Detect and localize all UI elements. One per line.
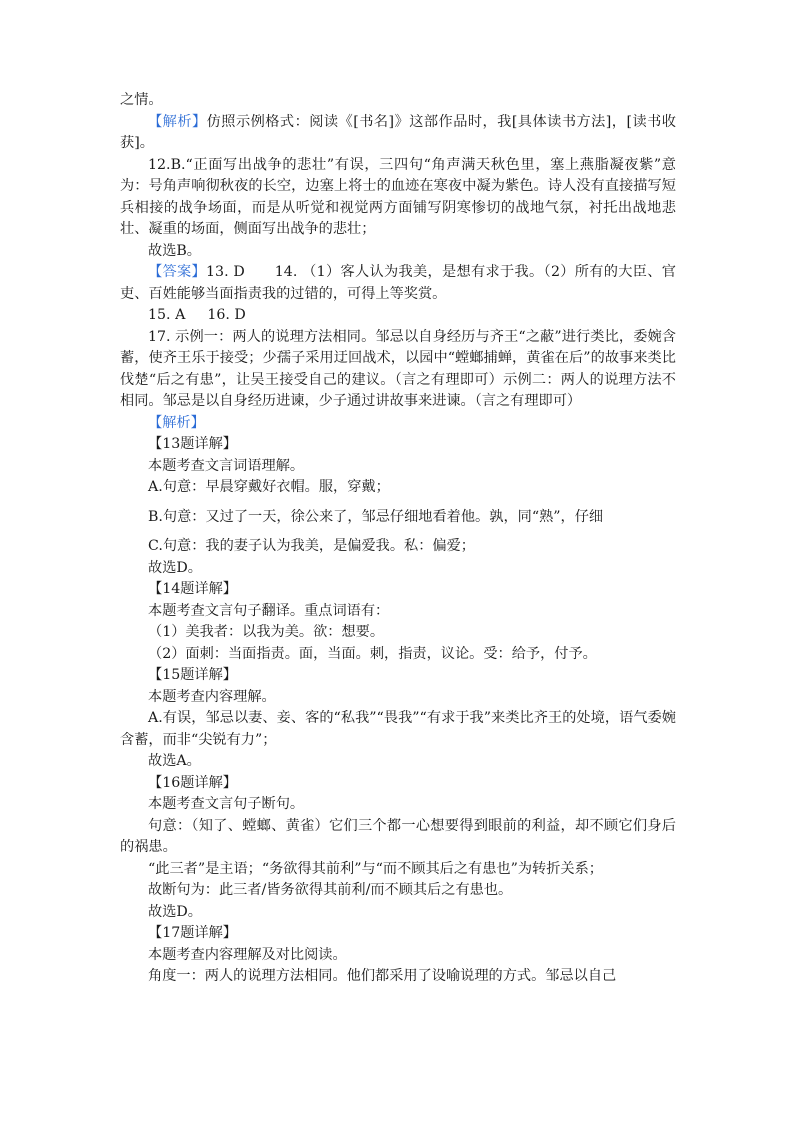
q13-choice: 故选D。 (148, 559, 202, 576)
paragraph-end: 之情。 (120, 92, 163, 108)
answers-15-16 (120, 305, 676, 327)
analysis-11 (120, 112, 676, 155)
q14-point-1: （1）美我者：以我为美。欲：想要。 (148, 624, 385, 640)
q17-heading: 【17题详解】 (148, 925, 237, 941)
q14-point-2: （2）面刺：当面指责。面，当面。刺，指责，议论。受：给予，付予。 (148, 645, 597, 662)
answer-analysis-text (120, 90, 676, 988)
q15-choice: 故选A。 (148, 753, 201, 769)
analysis-tag-2: 【解析】 (148, 414, 205, 431)
q14-heading: 【14题详解】 (148, 581, 237, 597)
answer-17: 17. 示例一：两人的说理方法相同。邹忌以自身经历与齐王“之蔽”进行类比，委婉含蓄，使齐王乐于接受；少孺子采用迂回战术，以园中“螳螂捕蝉，黄雀在后”的故事来类比伐楚“后之有患”，让吴王接受自己的建议。（言之有理即可）示例二：两人的说理方法不相同。邹忌是以自身经历进谏，少子通过讲故事来进谏。（言之有理即可） (120, 328, 676, 409)
analysis-11-text: 仿照示例格式：阅读《[书名]》这部作品时，我[具体读书方法]，[读书收获]。 (120, 113, 676, 151)
q16-choice: 故选D。 (148, 903, 202, 920)
answer-tag: 【答案】 (148, 264, 207, 280)
answer-12-choice: 故选B。 (148, 242, 201, 259)
q13-option-c: C.句意：我的妻子认为我美，是偏爱我。私：偏爱； (148, 538, 475, 554)
answer-13: 13. D (206, 264, 245, 280)
answers-13-14 (120, 262, 676, 305)
answer-15: 15. A (148, 307, 186, 323)
q13-option-b: B.句意：又过了一天，徐公来了，邹忌仔细地看着他。孰，同“熟”，仔细 (148, 508, 604, 525)
q16-structure: “此三者”是主语；“务欲得其前利”与“而不顾其后之有患也”为转折关系； (148, 860, 603, 877)
q16-intro: 本题考查文言句子断句。 (148, 796, 305, 812)
q14-intro: 本题考查文言句子翻译。重点词语有： (148, 602, 390, 619)
q17-angle-1: 角度一：两人的说理方法相同。他们都采用了设喻说理的方式。邹忌以自己 (148, 968, 617, 984)
q15-option-a: A.有误，邹忌以妻、妾、客的“私我”“畏我”“有求于我”来类比齐王的处境，语气委婉含蓄，而非“尖锐有力”； (120, 710, 676, 748)
q16-heading: 【16题详解】 (148, 774, 237, 791)
q15-intro: 本题考查内容理解。 (148, 688, 276, 705)
q13-option-a: A.句意：早晨穿戴好衣帽。服，穿戴； (148, 479, 390, 495)
answer-16: 16. D (207, 307, 246, 323)
q13-heading: 【13题详解】 (148, 436, 237, 452)
answer-12: 12.B.“正面写出战争的悲壮”有误，三四句“角声满天秋色里，塞上燕脂凝夜紫”意为：号角声响彻秋夜的长空，边塞上将士的血迹在寒夜中凝为紫色。诗人没有直接描写短兵相接的战争场面，而是从听觉和视觉两方面铺写阴寒惨切的战地气氛，衬托出战地悲壮、凝重的场面，侧面写出战争的悲壮； (120, 156, 676, 237)
q15-heading: 【15题详解】 (148, 667, 237, 683)
q13-intro: 本题考查文言词语理解。 (148, 457, 305, 474)
q17-intro: 本题考查内容理解及对比阅读。 (148, 946, 347, 963)
answer-14: 14. （1）客人认为我美，是想有求于我。（2）所有的大臣、官吏、百姓能够当面指责我的过错的，可得上等奖赏。 (120, 264, 676, 302)
q16-meaning: 句意：（知了、螳螂、黄雀）它们三个都一心想要得到眼前的利益，却不顾它们身后的祸患。 (120, 817, 676, 855)
analysis-tag: 【解析】 (148, 113, 207, 130)
q16-breaks: 故断句为：此三者/皆务欲得其前利/而不顾其后之有患也。 (148, 882, 513, 898)
